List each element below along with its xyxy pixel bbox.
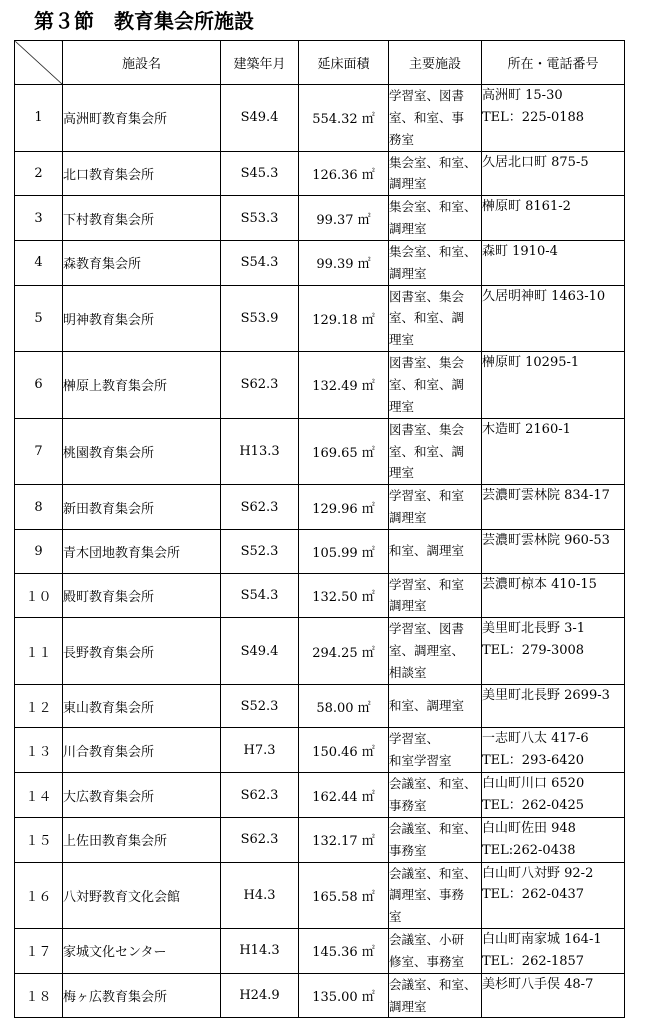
address-line: 白山町佐田 948 (482, 820, 576, 836)
address-line: 芸濃町雲林院 834-17 (482, 488, 610, 504)
row-number: １７ (15, 929, 63, 974)
built-date: S54.3 (221, 573, 299, 618)
floor-area: 132.50 ㎡ (299, 573, 389, 618)
table-row (15, 862, 625, 929)
main-facilities-line: 図書室、集会 (389, 288, 465, 304)
row-number: 7 (15, 418, 63, 485)
main-facilities-line: 事務室 (389, 798, 427, 813)
address-line: 芸濃町椋本 410-15 (482, 576, 597, 592)
row-number: 8 (15, 485, 63, 530)
floor-area: 126.36 ㎡ (299, 151, 389, 196)
floor-area: 58.00 ㎡ (299, 684, 389, 728)
address-line: 白山町川口 6520 (482, 776, 585, 792)
main-facilities (389, 773, 482, 818)
built-date: S53.9 (221, 285, 299, 352)
table-row (15, 573, 625, 618)
main-facilities-line: 会議室、和室、 (389, 976, 477, 992)
main-facilities (389, 573, 482, 618)
facility-name: 殿町教育集会所 (63, 573, 221, 618)
facility-name: 下村教育集会所 (63, 196, 221, 241)
main-facilities-line: 室、和室、調 (389, 443, 465, 459)
address-line: 美里町北長野 2699-3 (482, 687, 610, 703)
main-facilities-line: 理室 (389, 465, 415, 481)
floor-area: 132.49 ㎡ (299, 352, 389, 419)
address-phone (482, 151, 625, 196)
main-facilities (389, 529, 482, 573)
main-facilities-line: 学習室、和室 (389, 576, 465, 592)
main-facilities-line: 学習室、和室 (389, 488, 465, 504)
facility-name: 青木団地教育集会所 (63, 529, 221, 573)
address-phone (482, 529, 625, 573)
main-facilities (389, 817, 482, 862)
header-facility-name: 施設名 (63, 41, 221, 85)
table-row (15, 151, 625, 196)
address-phone (482, 418, 625, 485)
facility-name: 東山教育集会所 (63, 684, 221, 728)
facility-name: 八対野教育文化会館 (63, 862, 221, 929)
main-facilities-line: 修室、事務室 (389, 953, 465, 969)
address-line: 美里町北長野 3-1 (482, 621, 586, 637)
main-facilities-line: 学習室、 (389, 731, 440, 747)
header-corner-cell (15, 41, 63, 85)
table-row (15, 285, 625, 352)
address-line: TEL：293-6420 (482, 753, 585, 769)
main-facilities-line: 相談室 (389, 664, 427, 680)
row-number: 5 (15, 285, 63, 352)
main-facilities (389, 352, 482, 419)
address-line: 白山町南家城 164-1 (482, 932, 602, 948)
row-number: １１ (15, 618, 63, 685)
facility-name: 桃園教育集会所 (63, 418, 221, 485)
row-number: 2 (15, 151, 63, 196)
built-date: S62.3 (221, 773, 299, 818)
main-facilities (389, 929, 482, 974)
main-facilities-line: 調理室、事務 (389, 887, 465, 903)
row-number: １８ (15, 973, 63, 1018)
main-facilities-line: 室、和室、調 (389, 310, 465, 326)
table-row (15, 240, 625, 285)
built-date: S49.4 (221, 618, 299, 685)
main-facilities-line: 集会室、和室、 (389, 154, 477, 170)
main-facilities-line: 調理室 (389, 176, 427, 192)
address-line: TEL：225-0188 (482, 109, 585, 125)
floor-area: 145.36 ㎡ (299, 929, 389, 974)
address-phone (482, 684, 625, 728)
floor-area: 150.46 ㎡ (299, 728, 389, 773)
row-number: 1 (15, 85, 63, 152)
table-row (15, 485, 625, 530)
main-facilities (389, 973, 482, 1018)
facility-name: 高洲町教育集会所 (63, 85, 221, 152)
main-facilities-line: 室、調理室、 (389, 643, 465, 659)
row-number: １３ (15, 728, 63, 773)
main-facilities (389, 85, 482, 152)
table-row (15, 929, 625, 974)
main-facilities-line: 事務室 (389, 842, 427, 858)
table-row (15, 196, 625, 241)
floor-area: 129.18 ㎡ (299, 285, 389, 352)
table-row (15, 817, 625, 862)
address-line: 榊原町 10295-1 (482, 355, 580, 371)
table-row (15, 529, 625, 573)
main-facilities (389, 485, 482, 530)
main-facilities-line: 集会室、和室、 (389, 199, 477, 215)
built-date: S62.3 (221, 352, 299, 419)
address-phone (482, 728, 625, 773)
address-line: TEL：262-0425 (482, 798, 585, 813)
floor-area: 132.17 ㎡ (299, 817, 389, 862)
address-line: 高洲町 15-30 (482, 88, 563, 103)
address-line: 芸濃町雲林院 960-53 (482, 532, 610, 548)
address-phone (482, 352, 625, 419)
built-date: H24.9 (221, 973, 299, 1018)
built-date: S52.3 (221, 684, 299, 728)
facility-name: 上佐田教育集会所 (63, 817, 221, 862)
row-number: １０ (15, 573, 63, 618)
facility-name: 森教育集会所 (63, 240, 221, 285)
built-date: S45.3 (221, 151, 299, 196)
main-facilities (389, 240, 482, 285)
header-address-phone: 所在・電話番号 (482, 41, 625, 85)
floor-area: 162.44 ㎡ (299, 773, 389, 818)
table-header-row (15, 41, 625, 85)
table-row (15, 85, 625, 152)
built-date: S62.3 (221, 817, 299, 862)
section-title: 第３節 教育集会所施設 (34, 9, 254, 33)
table-row (15, 352, 625, 419)
built-date: H7.3 (221, 728, 299, 773)
main-facilities-line: 理室 (389, 332, 415, 348)
address-line: TEL：262-0437 (482, 887, 585, 903)
main-facilities-line: 学習室、図書 (389, 88, 465, 103)
row-number: １６ (15, 862, 63, 929)
address-phone (482, 773, 625, 818)
facility-name: 長野教育集会所 (63, 618, 221, 685)
table-row (15, 418, 625, 485)
built-date: H13.3 (221, 418, 299, 485)
built-date: S53.3 (221, 196, 299, 241)
facility-name: 明神教育集会所 (63, 285, 221, 352)
built-date: H4.3 (221, 862, 299, 929)
main-facilities (389, 151, 482, 196)
address-line: 一志町八太 417-6 (482, 731, 589, 747)
main-facilities-line: 集会室、和室、 (389, 243, 477, 259)
main-facilities-line: 理室 (389, 398, 415, 414)
facility-name: 北口教育集会所 (63, 151, 221, 196)
row-number: 4 (15, 240, 63, 285)
main-facilities (389, 418, 482, 485)
floor-area: 99.37 ㎡ (299, 196, 389, 241)
main-facilities-line: 調理室 (389, 265, 427, 281)
main-facilities-line: 和室学習室 (389, 753, 452, 769)
facility-name: 家城文化センター (63, 929, 221, 974)
address-phone (482, 618, 625, 685)
main-facilities (389, 618, 482, 685)
table-row (15, 728, 625, 773)
row-number: 6 (15, 352, 63, 419)
built-date: H14.3 (221, 929, 299, 974)
built-date: S62.3 (221, 485, 299, 530)
built-date: S49.4 (221, 85, 299, 152)
address-line: 榊原町 8161-2 (482, 199, 571, 215)
address-line: 木造町 2160-1 (482, 421, 571, 437)
address-line: 久居北口町 875-5 (482, 154, 589, 170)
address-line: 白山町八対野 92-2 (482, 865, 594, 881)
floor-area: 99.39 ㎡ (299, 240, 389, 285)
floor-area: 135.00 ㎡ (299, 973, 389, 1018)
header-main-facilities: 主要施設 (389, 41, 482, 85)
floor-area: 294.25 ㎡ (299, 618, 389, 685)
built-date: S52.3 (221, 529, 299, 573)
address-phone (482, 973, 625, 1018)
facility-name: 榊原上教育集会所 (63, 352, 221, 419)
main-facilities-line: 図書室、集会 (389, 421, 465, 437)
main-facilities-line: 室、和室、事 (389, 109, 465, 125)
main-facilities-line: 学習室、図書 (389, 621, 465, 637)
main-facilities-line: 務室 (389, 131, 415, 147)
main-facilities-line: 調理室 (389, 998, 427, 1014)
facility-name: 新田教育集会所 (63, 485, 221, 530)
main-facilities-line: 会議室、小研 (389, 932, 465, 948)
address-line: TEL:262-0438 (482, 842, 576, 858)
facility-name: 大広教育集会所 (63, 773, 221, 818)
main-facilities (389, 862, 482, 929)
facility-name: 梅ヶ広教育集会所 (63, 973, 221, 1018)
main-facilities-line: 会議室、和室、 (389, 865, 477, 881)
row-number: 3 (15, 196, 63, 241)
floor-area: 169.65 ㎡ (299, 418, 389, 485)
address-line: 久居明神町 1463-10 (482, 288, 606, 304)
address-phone (482, 485, 625, 530)
table-row (15, 684, 625, 728)
main-facilities (389, 684, 482, 728)
table-body (15, 85, 625, 1018)
main-facilities-line: 会議室、和室、 (389, 776, 477, 792)
main-facilities-line: 図書室、集会 (389, 355, 465, 371)
floor-area: 105.99 ㎡ (299, 529, 389, 573)
floor-area: 554.32 ㎡ (299, 85, 389, 152)
main-facilities-line: 和室、調理室 (389, 698, 465, 714)
address-phone (482, 85, 625, 152)
main-facilities-line: 和室、調理室 (389, 543, 465, 559)
main-facilities (389, 196, 482, 241)
row-number: １２ (15, 684, 63, 728)
floor-area: 129.96 ㎡ (299, 485, 389, 530)
facility-name: 川合教育集会所 (63, 728, 221, 773)
address-phone (482, 929, 625, 974)
address-phone (482, 240, 625, 285)
address-phone (482, 817, 625, 862)
main-facilities-line: 調理室 (389, 598, 427, 614)
main-facilities (389, 285, 482, 352)
table-row (15, 618, 625, 685)
education-facilities-table (14, 40, 625, 1018)
address-phone (482, 196, 625, 241)
header-built-date: 建築年月 (221, 41, 299, 85)
table-row (15, 973, 625, 1018)
header-floor-area: 延床面積 (299, 41, 389, 85)
address-phone (482, 573, 625, 618)
main-facilities-line: 調理室 (389, 510, 427, 526)
row-number: １５ (15, 817, 63, 862)
main-facilities-line: 会議室、和室、 (389, 820, 477, 836)
address-line: TEL：279-3008 (482, 643, 585, 659)
main-facilities-line: 調理室 (389, 221, 427, 237)
address-line: 森町 1910-4 (482, 243, 558, 259)
built-date: S54.3 (221, 240, 299, 285)
row-number: １４ (15, 773, 63, 818)
address-phone (482, 285, 625, 352)
main-facilities (389, 728, 482, 773)
main-facilities-line: 室、和室、調 (389, 376, 465, 392)
floor-area: 165.58 ㎡ (299, 862, 389, 929)
address-line: 美杉町八手俣 48-7 (482, 976, 594, 992)
main-facilities-line: 室 (389, 909, 402, 925)
row-number: 9 (15, 529, 63, 573)
address-phone (482, 862, 625, 929)
address-line: TEL：262-1857 (482, 953, 585, 969)
table-row (15, 773, 625, 818)
